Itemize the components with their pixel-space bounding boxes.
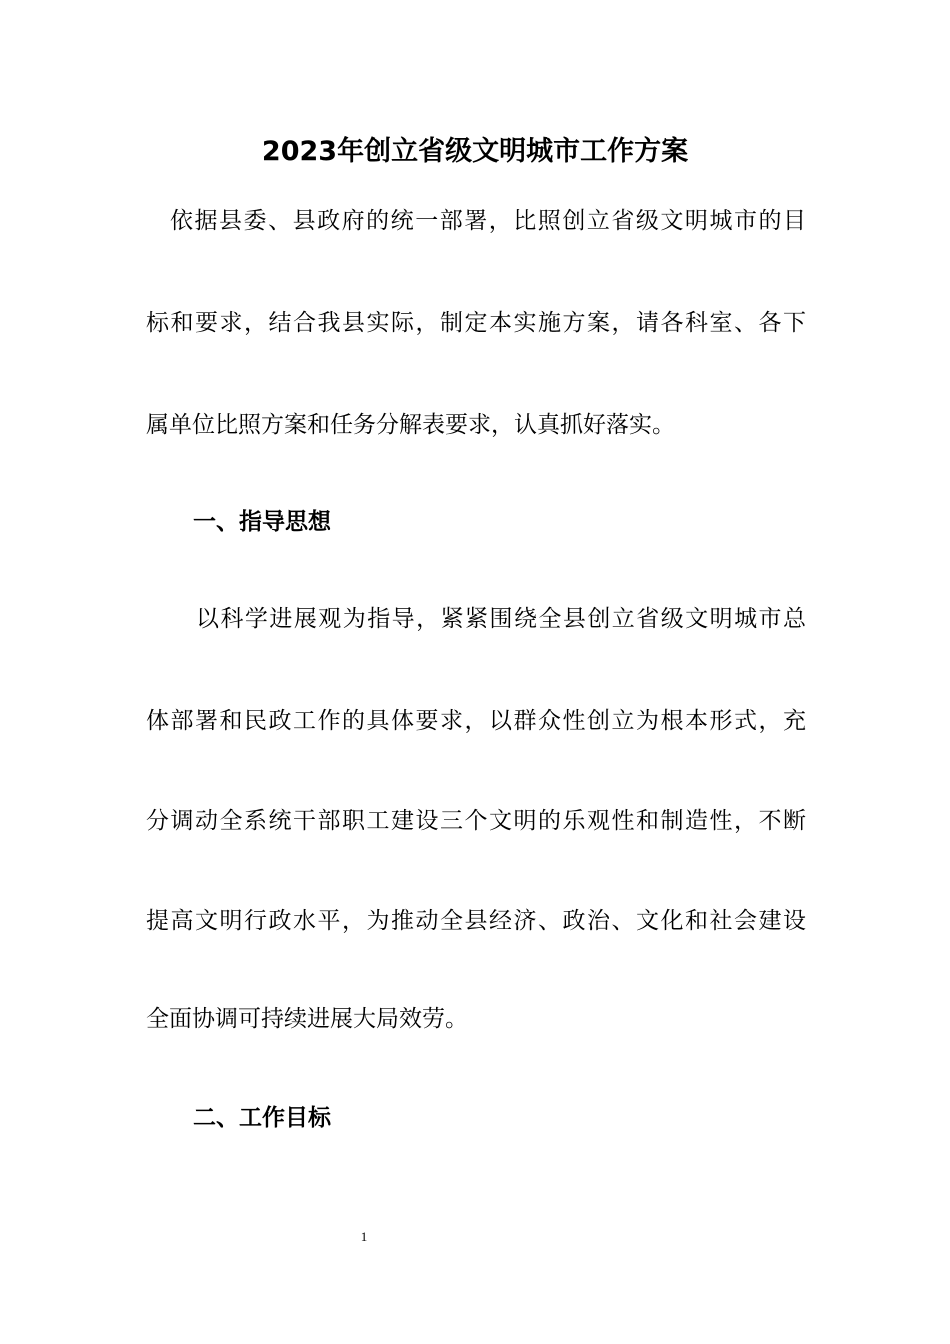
paragraph-line: 全面协调可持续进展大局效劳。	[146, 1006, 468, 1032]
paragraph-line: 属单位比照方案和任务分解表要求，认真抓好落实。	[146, 412, 675, 438]
paragraph-line: 分调动全系统干部职工建设三个文明的乐观性和制造性，不断	[146, 808, 806, 834]
page-number: 1	[360, 1229, 368, 1244]
section-heading-work-goals: 二、工作目标	[193, 1104, 331, 1131]
section-heading-guiding-ideology: 一、指导思想	[193, 508, 331, 535]
paragraph-line: 提高文明行政水平，为推动全县经济、政治、文化和社会建设	[146, 908, 806, 934]
paragraph-line: 标和要求，结合我县实际，制定本实施方案，请各科室、各下	[146, 310, 806, 336]
paragraph-line: 以科学进展观为指导，紧紧围绕全县创立省级文明城市总	[196, 606, 806, 632]
document-title: 2023年创立省级文明城市工作方案	[261, 136, 689, 167]
paragraph-line: 依据县委、县政府的统一部署，比照创立省级文明城市的目	[170, 208, 806, 234]
paragraph-line: 体部署和民政工作的具体要求，以群众性创立为根本形式，充	[146, 708, 806, 734]
